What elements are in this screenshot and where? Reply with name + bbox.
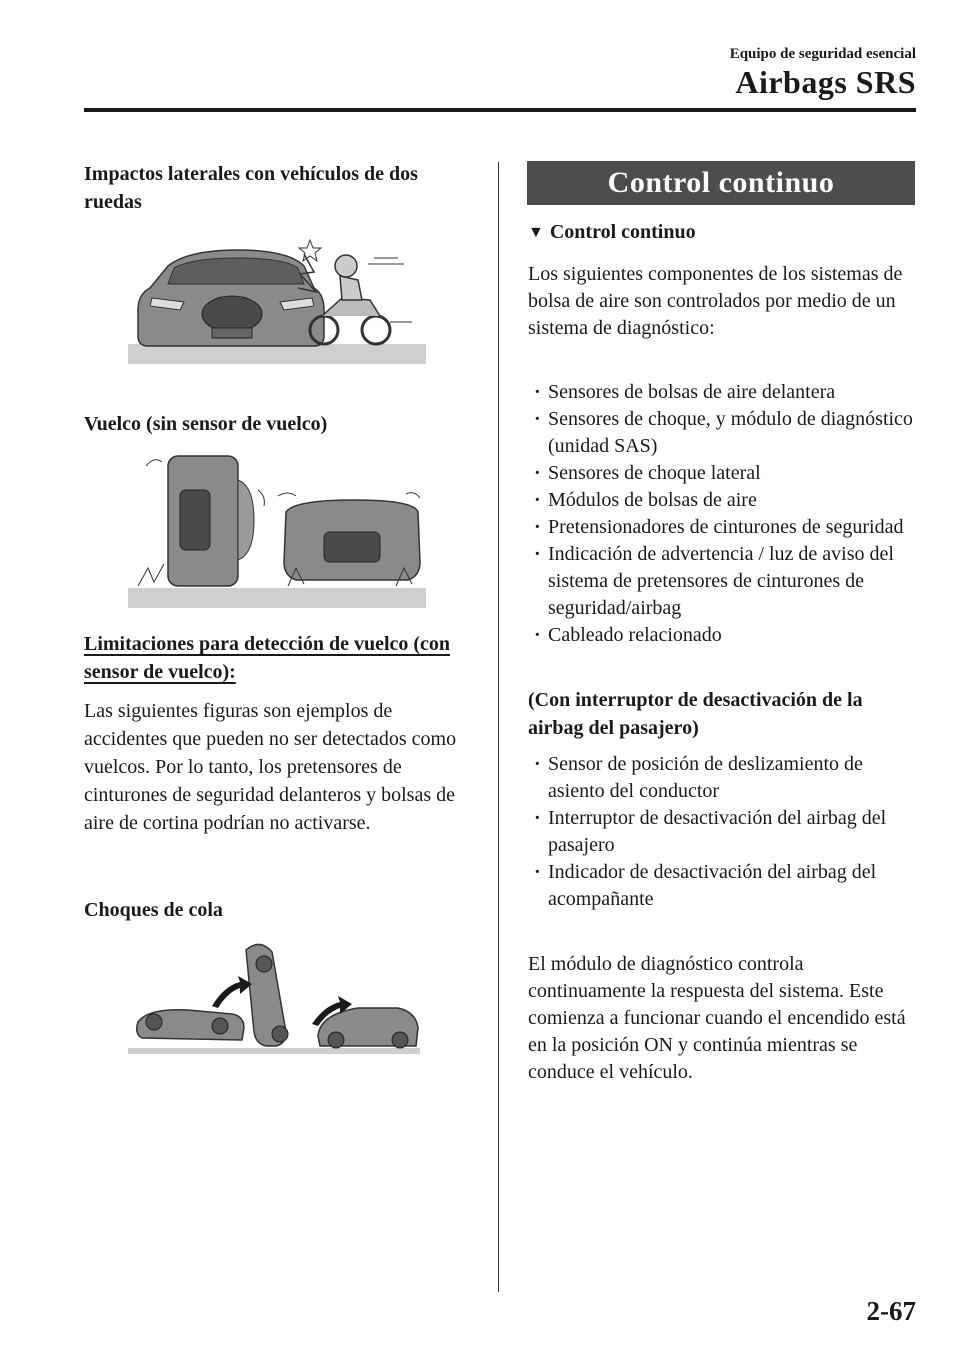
section-title: Equipo de seguridad esencial xyxy=(729,46,916,62)
column-divider xyxy=(498,162,499,1292)
paragraph-rollover-limits: Las siguientes figuras son ejemplos de accidentes que pueden no ser detectados como vuelcos. Por lo tanto, los pretensores de cinturones de seguridad delanteros y bolsas de aire de cortina podrían no activarse. xyxy=(84,700,457,834)
rear-impact-illustration xyxy=(128,936,420,1058)
heading-rear-impact: Choques de cola xyxy=(84,899,223,921)
header-rule xyxy=(84,108,916,112)
list-item: · Pretensionadores de cinturones de seguridad xyxy=(528,514,918,541)
triangle-bullet-icon: ▼ xyxy=(528,224,544,241)
list-item: · Sensores de choque, y módulo de diagnóstico (unidad SAS) xyxy=(528,406,918,460)
heading-side-impact: Impactos laterales con vehículos de dos ruedas xyxy=(84,163,418,213)
subheading-text: Control continuo xyxy=(549,221,696,243)
components-list xyxy=(528,379,918,649)
intro-paragraph: Los siguientes componentes de los sistemas de bolsa de aire son controlados por medio de un sistema de diagnóstico: xyxy=(528,263,903,339)
subheading-continuous-control xyxy=(528,218,918,248)
list-item: · Módulos de bolsas de aire xyxy=(528,487,918,514)
list-item: · Interruptor de desactivación del airbag del pasajero xyxy=(528,805,918,859)
list-item: · Sensores de bolsas de aire delantera xyxy=(528,379,918,406)
chapter-title: Airbags SRS xyxy=(735,64,916,100)
closing-paragraph: El módulo de diagnóstico controla continuamente la respuesta del sistema. Este comienza a funcionar cuando el encendido está en la posición ON y continúa mientras se conduce el vehículo. xyxy=(528,953,906,1083)
list-item: · Sensores de choque lateral xyxy=(528,460,918,487)
rollover-illustration xyxy=(128,450,426,610)
heading-passenger-switch: (Con interruptor de desactivación de la airbag del pasajero) xyxy=(528,689,863,739)
section-banner: Control continuo xyxy=(527,161,915,205)
list-item: · Indicación de advertencia / luz de aviso del sistema de pretensores de cinturones de seguridad/airbag xyxy=(528,541,918,622)
page-number: 2-67 xyxy=(866,1296,916,1326)
side-impact-motorcycle-illustration xyxy=(128,236,426,366)
switch-items-list xyxy=(528,751,918,913)
list-item: · Indicador de desactivación del airbag del acompañante xyxy=(528,859,918,913)
heading-rollover: Vuelco (sin sensor de vuelco) xyxy=(84,413,328,435)
list-item: · Sensor de posición de deslizamiento de asiento del conductor xyxy=(528,751,918,805)
list-item: · Cableado relacionado xyxy=(528,622,918,649)
heading-rollover-limits: Limitaciones para detección de vuelco (con sensor de vuelco): xyxy=(84,633,451,683)
